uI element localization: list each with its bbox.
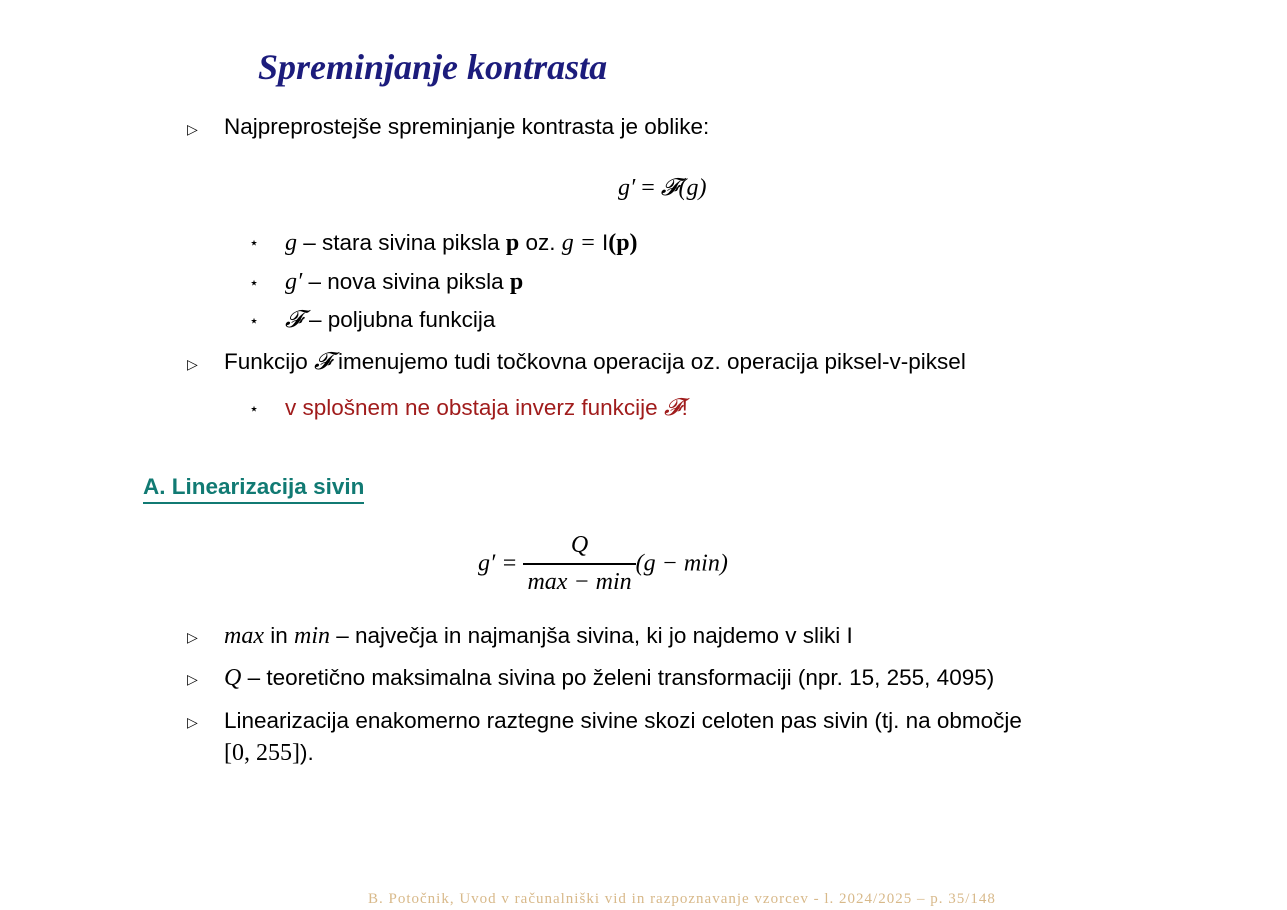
fraction [523, 532, 635, 596]
eq-lhs: g′ = [478, 550, 524, 577]
bullet-text: Najpreprostejše spreminjanje kontrasta je oblike: [224, 114, 710, 139]
bullet-Q [224, 663, 994, 693]
subbullet-text: v splošnem ne obstaja inverz funkcije [285, 395, 664, 420]
bullet-marker: ▷ [187, 356, 198, 372]
bullet-linearization-line2 [224, 738, 314, 768]
var-F: 𝓕 [663, 395, 682, 421]
bullet-text: imenujemo tudi točkovna operacija oz. operacija piksel-v-piksel [331, 349, 966, 374]
eq-op: = [635, 175, 661, 201]
subbullet-text: oz. [519, 230, 562, 255]
var-F: 𝓕 [314, 349, 332, 375]
var-min: min [294, 623, 330, 649]
bullet-marker: ▷ [187, 671, 198, 687]
bullet-text: in [263, 623, 294, 648]
equation-linearization [478, 532, 728, 596]
bullet-max-min [224, 621, 853, 651]
subbullet-text: – poljubna funkcija [302, 307, 496, 332]
subbullet-old-gray [285, 228, 638, 258]
eq-fragment: g = [561, 230, 602, 256]
subbullet-marker: ⋆ [249, 275, 260, 292]
section-heading: A. Linearizacija sivin [143, 474, 364, 504]
footer: B. Potočnik, Uvod v računalniški vid in razpoznavanje vzorcev - l. 2024/2025 – p. 35/148 [368, 891, 996, 907]
range: [0, 255] [224, 740, 300, 766]
eq-fragment: (p) [608, 230, 638, 256]
fraction-denominator: max − min [523, 563, 635, 596]
subbullet-new-gray [285, 267, 523, 297]
var-F: 𝓕 [285, 307, 303, 333]
var-gprime: g′ [285, 269, 303, 295]
subbullet-text: – stara sivina piksla [297, 230, 506, 255]
fraction-numerator: Q [570, 532, 589, 558]
bullet-marker: ▷ [187, 714, 198, 730]
subbullet-no-inverse [285, 393, 688, 423]
var-Q: Q [224, 665, 242, 691]
image-symbol: I [601, 230, 609, 255]
subbullet-marker: ⋆ [249, 313, 260, 330]
bullet-point-operation [224, 347, 966, 377]
eq-rhs: 𝓕(g) [660, 175, 707, 201]
var-p: p [509, 269, 524, 295]
equation-contrast [618, 174, 707, 202]
eq-rest: (g − min) [635, 550, 728, 577]
bullet-marker: ▷ [187, 121, 198, 137]
bullet-text: – največja in najmanjša sivina, ki jo najdemo v sliki I [330, 623, 853, 648]
bullet-text: – teoretično maksimalna sivina po želeni transformaciji (npr. 15, 255, 4095) [241, 665, 995, 690]
bullet-text: ). [299, 740, 314, 765]
bullet-marker: ▷ [187, 629, 198, 645]
var-g: g [285, 230, 297, 256]
bullet-linearization-line1: Linearizacija enakomerno raztegne sivine skozi celoten pas sivin (tj. na območje [224, 708, 1022, 733]
var-max: max [224, 623, 264, 649]
eq-lhs: g′ [618, 175, 636, 201]
subbullet-text: – nova sivina piksla [302, 269, 510, 294]
subbullet-text: ! [681, 395, 688, 420]
slide-title: Spreminjanje kontrasta [258, 47, 608, 87]
bullet-text: Funkcijo [224, 349, 315, 374]
var-p: p [505, 230, 520, 256]
subbullet-function [285, 305, 495, 335]
subbullet-marker: ⋆ [249, 401, 260, 418]
subbullet-marker: ⋆ [249, 235, 260, 252]
